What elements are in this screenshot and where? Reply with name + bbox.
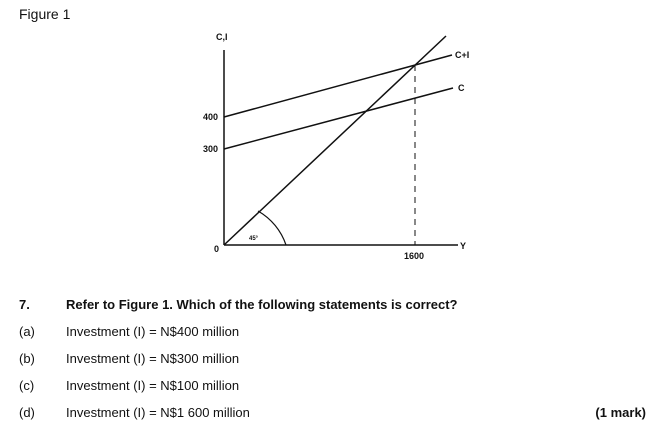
- c-label: C: [458, 83, 465, 93]
- option-d-text: Investment (I) = N$1 600 million: [66, 405, 250, 420]
- origin-label: 0: [214, 244, 220, 254]
- angle-arc: [258, 211, 286, 245]
- c-line: [224, 88, 453, 149]
- option-c-text: Investment (I) = N$100 million: [66, 378, 240, 393]
- option-a-text: Investment (I) = N$400 million: [66, 324, 240, 339]
- tick-400-label: 400: [203, 112, 219, 122]
- figure-title: Figure 1: [19, 6, 71, 22]
- option-d-letter: (d): [19, 405, 35, 420]
- angle-label: 45°: [249, 236, 259, 242]
- x-axis-label: Y: [460, 241, 467, 251]
- question-number: 7.: [19, 297, 30, 312]
- option-b-text: Investment (I) = N$300 million: [66, 351, 240, 366]
- tick-300-label: 300: [203, 144, 219, 154]
- x-tick-1600-label: 1600: [404, 251, 425, 261]
- marks-label: (1 mark): [595, 405, 646, 420]
- option-a-letter: (a): [19, 324, 35, 339]
- question-text: Refer to Figure 1. Which of the following statements is correct?: [66, 297, 458, 312]
- y-axis-label: C,I: [216, 32, 228, 42]
- c-plus-i-line: [224, 55, 452, 117]
- option-b-letter: (b): [19, 351, 35, 366]
- option-c-letter: (c): [19, 378, 35, 393]
- c-plus-i-label: C+I: [455, 50, 470, 60]
